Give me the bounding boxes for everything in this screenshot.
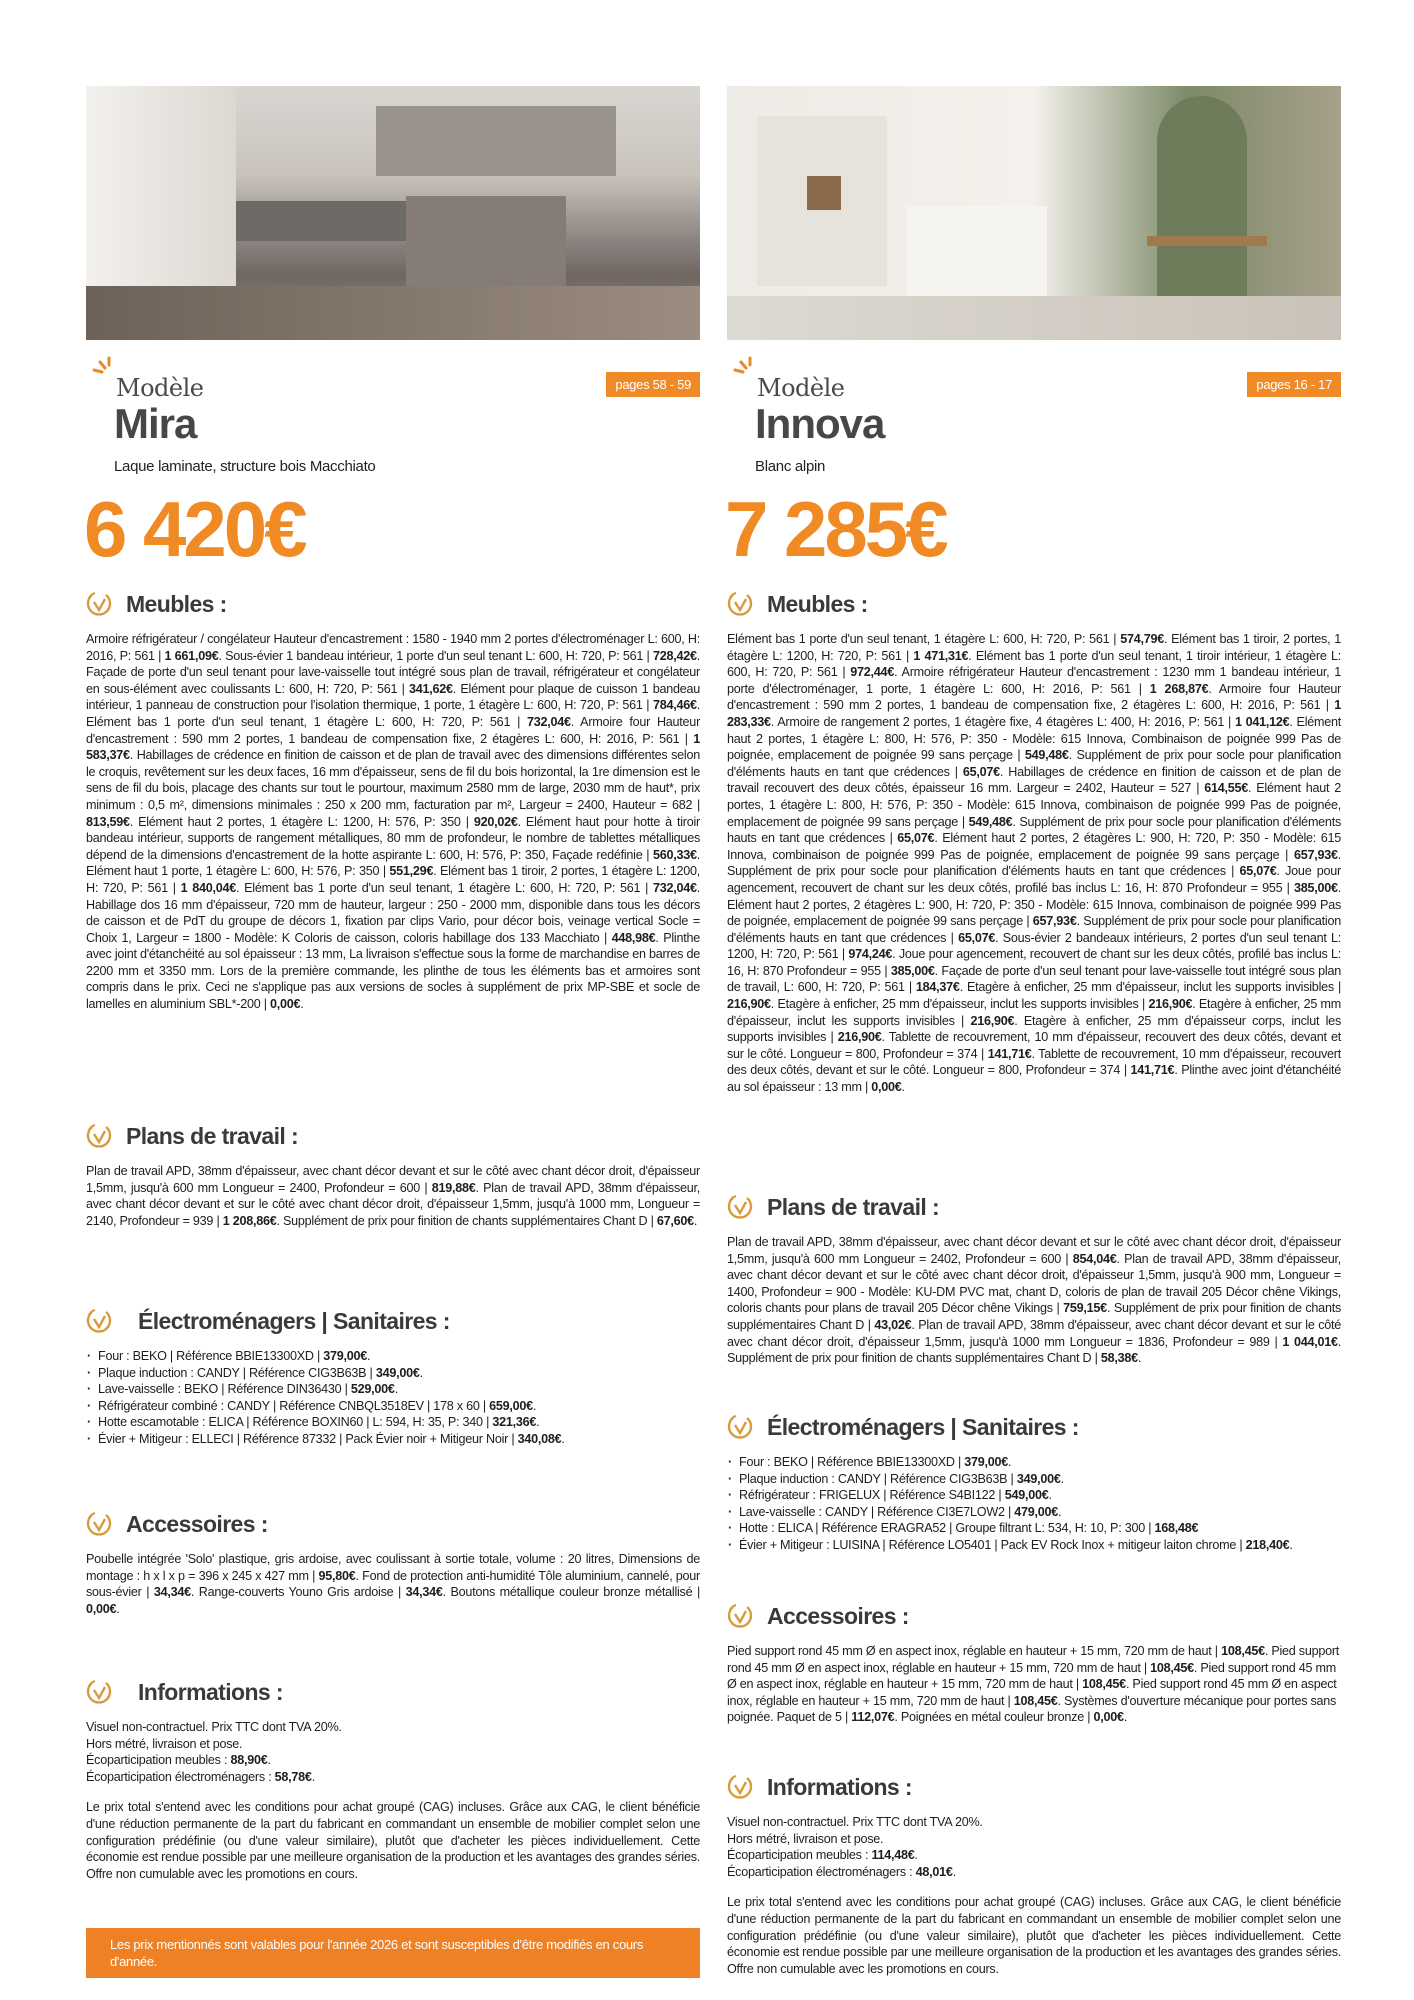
- text-segment: Évier + Mitigeur : ELLECI | Référence 87332 | Pack Évier noir + Mitigeur Noir |: [98, 1431, 518, 1446]
- text-segment: . Elément bas 1 porte d'un seul tenant, 1 tiroir intérieur, 1 étagère L: 600, H: 720, P: 561 |: [727, 648, 1341, 680]
- text-segment: . Fond de protection anti-humidité Tôle aluminium, cannelé, pour sous-évier |: [86, 1568, 701, 1600]
- text-segment: Poubelle intégrée 'Solo' plastique, gris ardoise, avec coulissant à sortie totale, volume : 20 litres, Dimensions de montage : h x l x p = 396 x 245 x 427 mm |: [86, 1552, 700, 1583]
- price-value: 321,36€: [492, 1415, 537, 1430]
- text-segment: Hors métré, livraison et pose.: [86, 1736, 243, 1751]
- price-value: 657,93€: [1032, 914, 1077, 929]
- text-segment: . Supplément de prix pour finition de chants supplémentaires Chant D |: [727, 1334, 1342, 1366]
- text-segment: . Habillage dos 16 mm d'épaisseur, 720 mm de hauteur, largeur : 250 - 2000 mm, disponible dans tous les décors de caisson et de PdT du groupe de décors 1, fixation par clips Vario, pour décor bois, veinage vertical Socle = Choix 1, Largeur = 1800 - Modèle: K Coloris de caisson, coloris habillage dos 133 Macchiato |: [86, 880, 700, 945]
- info-line: [86, 1752, 700, 1769]
- model-finish: Blanc alpin: [755, 458, 826, 475]
- text-segment: Hors métré, livraison et pose.: [727, 1831, 884, 1846]
- text-segment: .: [914, 1848, 918, 1863]
- price-value: 379,00€: [323, 1349, 368, 1363]
- text-segment: Écoparticipation meubles :: [727, 1848, 872, 1863]
- text-segment: .: [952, 1864, 956, 1879]
- plans-text: [727, 1234, 1341, 1367]
- text-segment: . Tablette de recouvrement, 10 mm d'épaisseur, recouvert des deux côtés, devant et sur le côté. Longueur = 800, Profondeur = 374 |: [727, 1030, 1341, 1061]
- price-value: 385,00€: [890, 963, 935, 978]
- section-title: Meubles :: [126, 590, 227, 617]
- text-segment: .: [1048, 1488, 1052, 1503]
- text-segment: . Elément pour plaque de cuisson 1 bandeau intérieur, 1 panneau de construction pour l'isolation thermique, 1 porte, 1 étagère L: 600, H: 720, P: 561 |: [86, 681, 700, 713]
- text-segment: . Elément haut 2 portes, 1 étagère L: 800, H: 576, P: 350 - Modèle: 615 Innova, Combinaison de poignée 999 Pas de poignée, emplacement de poignée 99 sans perçage |: [727, 714, 1342, 763]
- text-segment: Écoparticipation meubles :: [86, 1753, 231, 1768]
- text-segment: . Elément bas 1 tiroir, 2 portes, 1 étagère L: 1200, H: 720, P: 561 |: [86, 864, 700, 895]
- price-value: 340,08€: [517, 1431, 562, 1446]
- appliance-list: [86, 1348, 700, 1448]
- text-segment: . Elément haut 2 portes, 2 étagères L: 900, H: 720, P: 350 - Modèle: 615 Innova, combinaison de poignée 999 Pas de poignée, emplacement de poignée 99 sans perçage |: [727, 880, 1341, 929]
- price-value: 349,00€: [1016, 1471, 1061, 1486]
- section-accessoires: [727, 1601, 1341, 1726]
- text-segment: Lave-vaisselle : BEKO | Référence DIN36430 |: [98, 1382, 351, 1397]
- text-segment: .: [394, 1382, 398, 1397]
- text-segment: . Range-couverts Youno Gris ardoise |: [190, 1585, 406, 1600]
- text-segment: Four : BEKO | Référence BBIE13300XD |: [739, 1455, 965, 1469]
- price-value: 819,88€: [431, 1180, 476, 1195]
- list-item: [727, 1504, 1341, 1521]
- price-value: 784,46€: [652, 698, 697, 713]
- text-segment: .: [267, 1753, 271, 1768]
- price-value: 34,34€: [405, 1585, 443, 1600]
- text-segment: . Plinthe avec joint d'étanchéité au sol épaisseur : 13 mm, La livraison s'effectue sous la forme de marchandise en barres de 2200 mm et 3350 mm. Lors de la première commande, les plinthe de tous les éléments bas et armoires sont compris dans le prix. Ceci ne s'applique pas aux versions de socles à supplément de prix MP-SBE et socle de lamelles en aluminium SBL*-200 |: [86, 930, 700, 1012]
- list-item: [86, 1431, 700, 1448]
- text-segment: . Elément haut pour hotte à tiroir bandeau intérieur, supports de rangement métalliques, 80 mm de profondeur, le nombre de tablettes métalliques dépend de la dimensions d'encastrement de la hotte aspirante L: 600, H: 576, P: 350, Façade redéfinie |: [86, 814, 700, 862]
- price-value: 385,00€: [1293, 880, 1338, 895]
- price-value: 614,55€: [1204, 781, 1248, 796]
- price-value: 1 661,09€: [164, 648, 219, 663]
- cag-text: [727, 1894, 1341, 1977]
- text-segment: Visuel non-contractuel. Prix TTC dont TVA 20%.: [727, 1815, 983, 1829]
- price-validity-banner: Les prix mentionnés sont valables pour l'année 2026 et sont susceptibles d'être modifiés en cours d'année.: [86, 1928, 700, 1978]
- price-value: 732,04€: [526, 714, 571, 729]
- text-segment: . Joue pour agencement, recouvert de chant sur les deux côtés, profilé bas inclus L: 16, H: 870 Profondeur = 955 |: [727, 864, 1342, 895]
- text-segment: . Elément haut 1 porte, 1 étagère L: 600, H: 576, P: 350 |: [86, 847, 700, 879]
- total-price: 7 285€: [725, 485, 946, 573]
- text-segment: . Poignées en métal couleur bronze |: [894, 1710, 1094, 1725]
- text-segment: .: [532, 1398, 537, 1413]
- price-value: 1 268,87€: [1149, 681, 1209, 696]
- price-value: 48,01€: [915, 1864, 953, 1879]
- text-segment: . Plan de travail APD, 38mm d'épaisseur, avec chant décor devant et sur le côté avec chant décor droit, d'épaisseur 1,5mm, jusqu'à 900 mm, Longueur = 1400, Profondeur = 900 - Modèle: KU-DM PVC mat, chant D, coloris de plan de travail 205 Décor chêne Vikings, coloris chants pour plans de travail 205 Décor chêne Vikings |: [727, 1251, 1341, 1316]
- text-segment: Plan de travail APD, 38mm d'épaisseur, avec chant décor devant et sur le côté avec chant décor droit, d'épaisseur 1,5mm, jusqu'à 600 mm Longueur = 2400, Profondeur = 600 |: [86, 1164, 700, 1195]
- text-segment: . Habillages de crédence en finition de caisson et de plan de travail avec des dimensions différentes selon le croquis, revêtement sur les deux faces, 16 mm d'épaisseur, sens de fil du bois horizontal, la 1re dimension est le sens de fil du bois, placage des chants sur tout le pourtour, maximum 2580 mm de large, 2030 mm de haut*, prix minimum : 0,5 m², dimensions minimales : 250 x 200 mm, facturation par m², Largeur = 2400, Hauteur = 682 |: [86, 748, 700, 812]
- list-item: [727, 1454, 1341, 1471]
- check-circle-icon: [86, 1123, 112, 1149]
- price-value: 58,78€: [274, 1769, 312, 1784]
- price-value: 43,02€: [874, 1317, 912, 1332]
- info-lines: [86, 1719, 700, 1785]
- price-value: 216,90€: [1148, 997, 1193, 1012]
- price-value: 108,45€: [1221, 1644, 1265, 1658]
- text-segment: . Tablette de recouvrement, 10 mm d'épaisseur, recouvert des deux côtés, devant et sur le côté. Longueur = 800, Profondeur = 374 |: [727, 1046, 1341, 1078]
- price-value: 112,07€: [851, 1710, 895, 1725]
- price-value: 218,40€: [1245, 1537, 1290, 1552]
- text-segment: . Plan de travail APD, 38mm d'épaisseur, avec chant décor devant et sur le côté avec chant décor droit, d'épaisseur 1,5mm, jusqu'à 1000 mm, Longueur = 2140, Profondeur = 939 |: [86, 1180, 700, 1228]
- text-segment: . Armoire four Hauteur d'encastrement : 590 mm 2 portes, 1 bandeau de compensation fixe, 2 étagères L: 600, H: 2016, P: 561 |: [727, 681, 1342, 713]
- price-value: 95,80€: [318, 1568, 356, 1583]
- info-line: [727, 1864, 1341, 1881]
- meubles-text: [86, 631, 700, 1013]
- text-segment: Réfrigérateur combiné : CANDY | Référence CNBQL3518EV | 178 x 60 |: [98, 1398, 490, 1413]
- section-title: Accessoires :: [767, 1602, 909, 1629]
- sparkle-icon: [731, 356, 759, 380]
- text-segment: . Etagère à enficher, 25 mm d'épaisseur, inclut les supports invisibles |: [770, 997, 1149, 1012]
- section-electromenagers: [86, 1306, 700, 1448]
- model-finish: Laque laminate, structure bois Macchiato: [114, 458, 376, 475]
- price-value: 65,07€: [897, 831, 935, 846]
- text-segment: . Joue pour agencement, recouvert de chant sur les deux côtés, profilé bas inclus L: 16, H: 870 Profondeur = 955 |: [727, 947, 1342, 978]
- price-value: 108,45€: [1013, 1693, 1058, 1708]
- price-value: 974,24€: [848, 947, 893, 962]
- text-segment: . Supplément de prix pour socle pour planification d'éléments hauts en tant que crédences |: [727, 847, 1341, 879]
- text-segment: .: [311, 1769, 315, 1784]
- section-informations: [86, 1677, 700, 1882]
- price-value: 1 044,01€: [1282, 1334, 1338, 1349]
- list-item: [727, 1537, 1341, 1554]
- price-value: 379,00€: [964, 1455, 1009, 1469]
- text-segment: . Pied support rond 45 mm Ø en aspect inox, réglable en hauteur + 15 mm, 720 mm de haut |: [727, 1677, 1337, 1708]
- section-accessoires: [86, 1509, 700, 1617]
- text-segment: .: [1123, 1710, 1128, 1725]
- price-value: 67,60€: [656, 1213, 694, 1228]
- check-circle-icon: [727, 591, 753, 617]
- text-segment: . Etagère à enficher, 25 mm d'épaisseur, inclut les supports invisibles |: [727, 997, 1341, 1028]
- price-value: 448,98€: [611, 930, 656, 945]
- text-segment: .: [116, 1601, 120, 1616]
- price-value: 549,48€: [1024, 748, 1069, 763]
- text-segment: .: [1060, 1471, 1064, 1486]
- price-value: 529,00€: [350, 1382, 395, 1397]
- text-segment: Lave-vaisselle : CANDY | Référence CI3E7LOW2 |: [739, 1504, 1015, 1519]
- text-segment: Évier + Mitigeur : LUISINA | Référence LO5401 | Pack EV Rock Inox + mitigeur laiton chrome |: [739, 1537, 1246, 1552]
- price-value: 657,93€: [1293, 847, 1338, 862]
- check-circle-icon: [86, 1308, 112, 1334]
- price-value: 551,29€: [389, 864, 434, 879]
- price-value: 549,48€: [968, 814, 1013, 829]
- price-value: 349,00€: [375, 1365, 420, 1380]
- list-item: [727, 1487, 1341, 1504]
- price-value: 168,48€: [1154, 1521, 1199, 1536]
- section-title: Plans de travail :: [767, 1193, 939, 1220]
- text-segment: Pied support rond 45 mm Ø en aspect inox, réglable en hauteur + 15 mm, 720 mm de haut |: [727, 1644, 1222, 1658]
- section-title: Électroménagers | Sanitaires :: [138, 1307, 450, 1334]
- pages-badge[interactable]: pages 16 - 17: [1247, 372, 1341, 397]
- cag-text: [86, 1799, 700, 1882]
- price-value: 732,04€: [652, 880, 697, 895]
- text-segment: . Pied support rond 45 mm Ø en aspect inox, réglable en hauteur + 15 mm, 720 mm de haut |: [727, 1644, 1340, 1675]
- text-segment: .: [693, 1213, 698, 1228]
- text-segment: .: [367, 1349, 371, 1363]
- price-value: 108,45€: [1082, 1677, 1126, 1692]
- section-electromenagers: [727, 1412, 1341, 1554]
- info-lines: [727, 1814, 1341, 1880]
- text-segment: . Plan de travail APD, 38mm d'épaisseur, avec chant décor devant et sur le côté avec chant décor droit, d'épaisseur 1,5mm, jusqu'à 1000 mm Longueur = 1836, Profondeur = 989 |: [727, 1317, 1341, 1349]
- model-label: Modèle: [116, 374, 204, 402]
- pages-badge[interactable]: pages 58 - 59: [606, 372, 700, 397]
- price-value: 813,59€: [86, 814, 130, 829]
- text-segment: Visuel non-contractuel. Prix TTC dont TVA 20%.: [86, 1720, 342, 1734]
- info-line: [86, 1769, 700, 1786]
- text-segment: . Plinthe avec joint d'étanchéité au sol épaisseur : 13 mm |: [727, 1063, 1341, 1095]
- price-value: 560,33€: [652, 847, 697, 862]
- text-segment: . Armoire de rangement 2 portes, 1 étagère fixe, 4 étagères L: 400, H: 2016, P: 561 |: [770, 714, 1235, 729]
- price-value: 1 283,33€: [727, 698, 1341, 729]
- text-segment: . Pied support rond 45 mm Ø en aspect inox, réglable en hauteur + 15 mm, 720 mm de haut |: [727, 1660, 1337, 1692]
- sparkle-icon: [90, 356, 118, 380]
- price-value: 65,07€: [1239, 864, 1277, 879]
- text-segment: Le prix total s'entend avec les conditions pour achat groupé (CAG) incluses. Grâce aux CAG, le client bénéficie d'une réduction permanente de la part du fabricant en commandant un ensemble de mobilier complet selon une configuration prédéfinie (ou d'une valeur similaire), plutôt que d'acheter les pièces individuellement. Cette économie est rendue possible par une meilleure organisation de la production et les avantages des grandes séries. Offre non cumulable avec les promotions en cours.: [86, 1800, 700, 1881]
- text-segment: .: [1058, 1504, 1062, 1519]
- text-segment: Four : BEKO | Référence BBIE13300XD |: [98, 1349, 324, 1363]
- text-segment: .: [1289, 1537, 1293, 1552]
- text-segment: .: [1137, 1351, 1142, 1366]
- text-segment: . Habillages de crédence en finition de caisson et de plan de travail recouvert des deux côtés, épaisseur 16 mm. Largeur = 2402, Hauteur = 527 |: [727, 764, 1341, 796]
- list-item: [727, 1471, 1341, 1488]
- text-segment: . Etagère à enficher, 25 mm d'épaisseur corps, inclut les supports invisibles |: [727, 1013, 1341, 1045]
- model-label: Modèle: [757, 374, 845, 402]
- price-value: 1 471,31€: [913, 648, 969, 663]
- text-segment: .: [561, 1431, 565, 1446]
- price-value: 65,07€: [958, 930, 996, 945]
- text-segment: .: [901, 1080, 905, 1095]
- price-value: 972,44€: [850, 665, 895, 680]
- info-line: [86, 1719, 700, 1736]
- section-plans-de-travail: [86, 1121, 700, 1229]
- section-title: Informations :: [138, 1678, 283, 1705]
- text-segment: . Façade de porte d'un seul tenant pour lave-vaisselle tout intégré sous plan de travail, réfrigérateur et congélateur en sous-élément avec coulissants L: 600, H: 720, P: 561 |: [86, 648, 700, 696]
- text-segment: . Supplément de prix pour socle pour planification d'éléments hauts en tant que crédences |: [727, 748, 1341, 779]
- text-segment: Le prix total s'entend avec les conditions pour achat groupé (CAG) incluses. Grâce aux CAG, le client bénéficie d'une réduction permanente de la part du fabricant en commandant un ensemble de mobilier complet selon une configuration prédéfinie (ou d'une valeur similaire), plutôt que d'acheter les pièces individuellement. Cette économie est rendue possible par une meilleure organisation de la production et les avantages des grandes séries. Offre non cumulable avec les promotions en cours.: [727, 1895, 1341, 1976]
- text-segment: . Elément haut 2 portes, 1 étagère L: 1200, H: 576, P: 350 |: [129, 814, 474, 829]
- text-segment: Écoparticipation électroménagers :: [727, 1864, 916, 1879]
- price-value: 0,00€: [270, 997, 301, 1012]
- section-informations: [727, 1772, 1341, 1977]
- section-meubles: [727, 589, 1341, 1096]
- info-line: [86, 1736, 700, 1753]
- text-segment: . Façade de porte d'un seul tenant pour lave-vaisselle tout intégré sous plan de travail, L: 600, H: 720, P: 561 |: [727, 963, 1341, 995]
- meubles-text: [727, 631, 1341, 1096]
- price-value: 759,15€: [1063, 1301, 1107, 1316]
- price-value: 341,62€: [408, 681, 453, 696]
- text-segment: Réfrigérateur : FRIGELUX | Référence S4BI122 |: [739, 1488, 1005, 1503]
- price-value: 1 041,12€: [1234, 714, 1290, 729]
- check-circle-icon: [727, 1774, 753, 1800]
- text-segment: . Supplément de prix pour finition de chants supplémentaires Chant D |: [727, 1301, 1341, 1332]
- price-value: 659,00€: [489, 1398, 533, 1413]
- text-segment: . Sous-évier 1 bandeau intérieur, 1 porte d'un seul tenant L: 600, H: 720, P: 561 |: [218, 648, 653, 663]
- section-meubles: [86, 589, 700, 1013]
- section-title: Accessoires :: [126, 1510, 268, 1537]
- price-value: 88,90€: [230, 1753, 268, 1768]
- price-value: 58,38€: [1100, 1351, 1138, 1366]
- price-value: 1 208,86€: [222, 1213, 277, 1228]
- text-segment: . Elément bas 1 porte d'un seul tenant, 1 étagère L: 600, H: 720, P: 561 |: [236, 880, 653, 895]
- check-circle-icon: [86, 591, 112, 617]
- price-value: 549,00€: [1004, 1488, 1049, 1503]
- price-value: 141,71€: [1130, 1063, 1175, 1078]
- total-price: 6 420€: [84, 485, 305, 573]
- section-title: Meubles :: [767, 590, 868, 617]
- text-segment: . Armoire four Hauteur d'encastrement : 590 mm 2 portes, 1 bandeau de compensation fixe, 2 étagères L: 600, H: 2016, P: 561 |: [86, 714, 701, 746]
- text-segment: Plaque induction : CANDY | Référence CIG3B63B |: [98, 1365, 376, 1380]
- list-item: [86, 1365, 700, 1382]
- text-segment: Elément bas 1 porte d'un seul tenant, 1 étagère L: 600, H: 720, P: 561 |: [727, 632, 1121, 646]
- price-value: 0,00€: [1093, 1710, 1124, 1725]
- list-item: [727, 1520, 1341, 1537]
- price-value: 34,34€: [153, 1585, 191, 1600]
- section-title: Informations :: [767, 1773, 912, 1800]
- price-value: 0,00€: [871, 1080, 902, 1095]
- info-line: [727, 1814, 1341, 1831]
- text-segment: Plan de travail APD, 38mm d'épaisseur, avec chant décor devant et sur le côté avec chant décor droit, d'épaisseur 1,5mm, jusqu'à 600 mm Longueur = 2402, Profondeur = 600 |: [727, 1235, 1341, 1266]
- price-value: 728,42€: [652, 648, 697, 663]
- model-name: Innova: [755, 400, 885, 447]
- price-value: 184,37€: [915, 980, 960, 995]
- info-line: [727, 1831, 1341, 1848]
- price-value: 479,00€: [1014, 1504, 1059, 1519]
- appliance-list: [727, 1454, 1341, 1554]
- price-value: 216,90€: [970, 1013, 1015, 1028]
- check-circle-icon: [727, 1414, 753, 1440]
- text-segment: Armoire réfrigérateur / congélateur Hauteur d'encastrement : 1580 - 1940 mm 2 portes d'électroménager L: 600, H: 2016, P: 561 |: [86, 632, 700, 663]
- price-value: 0,00€: [86, 1601, 117, 1616]
- price-value: 1 840,04€: [180, 880, 237, 895]
- section-title: Électroménagers | Sanitaires :: [767, 1413, 1079, 1440]
- text-segment: . Supplément de prix pour socle pour planification d'éléments hauts en tant que crédences |: [727, 914, 1341, 945]
- price-value: 65,07€: [962, 764, 1000, 779]
- text-segment: . Boutons métallique couleur bronze métallisé |: [442, 1585, 700, 1600]
- price-value: 141,71€: [987, 1046, 1032, 1061]
- text-segment: Écoparticipation électroménagers :: [86, 1769, 275, 1784]
- check-circle-icon: [727, 1603, 753, 1629]
- text-segment: .: [300, 997, 304, 1012]
- text-segment: .: [536, 1415, 540, 1430]
- check-circle-icon: [86, 1679, 112, 1705]
- info-line: [727, 1847, 1341, 1864]
- text-segment: . Sous-évier 2 bandeaux intérieurs, 2 portes d'un seul tenant L: 1200, H: 720, P: 561 |: [727, 930, 1341, 962]
- accessories-text: [86, 1551, 700, 1617]
- list-item: [86, 1414, 700, 1431]
- check-circle-icon: [86, 1511, 112, 1537]
- text-segment: . Systèmes d'ouverture mécanique pour portes sans poignée. Paquet de 5 |: [727, 1693, 1337, 1725]
- accessories-text: [727, 1643, 1341, 1726]
- text-segment: . Elément haut 2 portes, 2 étagères L: 900, H: 720, P: 350 - Modèle: 615 Innova, combinaison de poignée 999 Pas de poignée, emplacement de poignée 99 sans perçage |: [727, 831, 1341, 862]
- list-item: [86, 1381, 700, 1398]
- text-segment: . Armoire réfrigérateur Hauteur d'encastrement : 1230 mm 1 bandeau intérieur, 1 porte d'électroménager, 1 porte, 1 étagère L: 600, H: 2016, P: 561 |: [727, 665, 1341, 696]
- price-value: 108,45€: [1150, 1660, 1194, 1675]
- plans-text: [86, 1163, 700, 1229]
- price-value: 854,04€: [1072, 1251, 1117, 1266]
- text-segment: Hotte escamotable : ELICA | Référence BOXIN60 | L: 594, H: 35, P: 340 |: [98, 1415, 493, 1430]
- text-segment: . Etagère à enficher, 25 mm d'épaisseur, inclut les supports invisibles |: [959, 980, 1341, 995]
- section-title: Plans de travail :: [126, 1122, 298, 1149]
- section-plans-de-travail: [727, 1192, 1341, 1367]
- text-segment: . Supplément de prix pour finition de chants supplémentaires Chant D |: [276, 1213, 657, 1228]
- text-segment: Plaque induction : CANDY | Référence CIG3B63B |: [739, 1471, 1017, 1486]
- list-item: [86, 1348, 700, 1365]
- text-segment: . Supplément de prix pour socle pour planification d'éléments hauts en tant que crédences |: [727, 814, 1341, 846]
- price-value: 574,79€: [1120, 632, 1164, 646]
- list-item: [86, 1398, 700, 1415]
- price-value: 920,02€: [473, 814, 518, 829]
- model-name: Mira: [114, 400, 197, 447]
- text-segment: . Elément haut 2 portes, 1 étagère L: 800, H: 576, P: 350 - Modèle: 615 Innova, combinaison de poignée 999 Pas de poignée, emplacement de poignée 99 sans perçage |: [727, 781, 1341, 829]
- text-segment: Hotte : ELICA | Référence ERAGRA52 | Groupe filtrant L: 534, H: 10, P: 300 |: [739, 1521, 1155, 1536]
- price-value: 216,90€: [727, 997, 771, 1012]
- text-segment: .: [1008, 1455, 1012, 1469]
- text-segment: .: [419, 1365, 423, 1380]
- price-value: 114,48€: [871, 1848, 915, 1863]
- text-segment: . Elément bas 1 tiroir, 2 portes, 1 étagère L: 1200, H: 720, P: 561 |: [727, 632, 1341, 663]
- text-segment: . Elément bas 1 porte d'un seul tenant, 1 étagère L: 600, H: 720, P: 561 |: [86, 698, 700, 729]
- price-value: 1 583,37€: [86, 731, 700, 763]
- check-circle-icon: [727, 1194, 753, 1220]
- price-value: 216,90€: [837, 1030, 882, 1045]
